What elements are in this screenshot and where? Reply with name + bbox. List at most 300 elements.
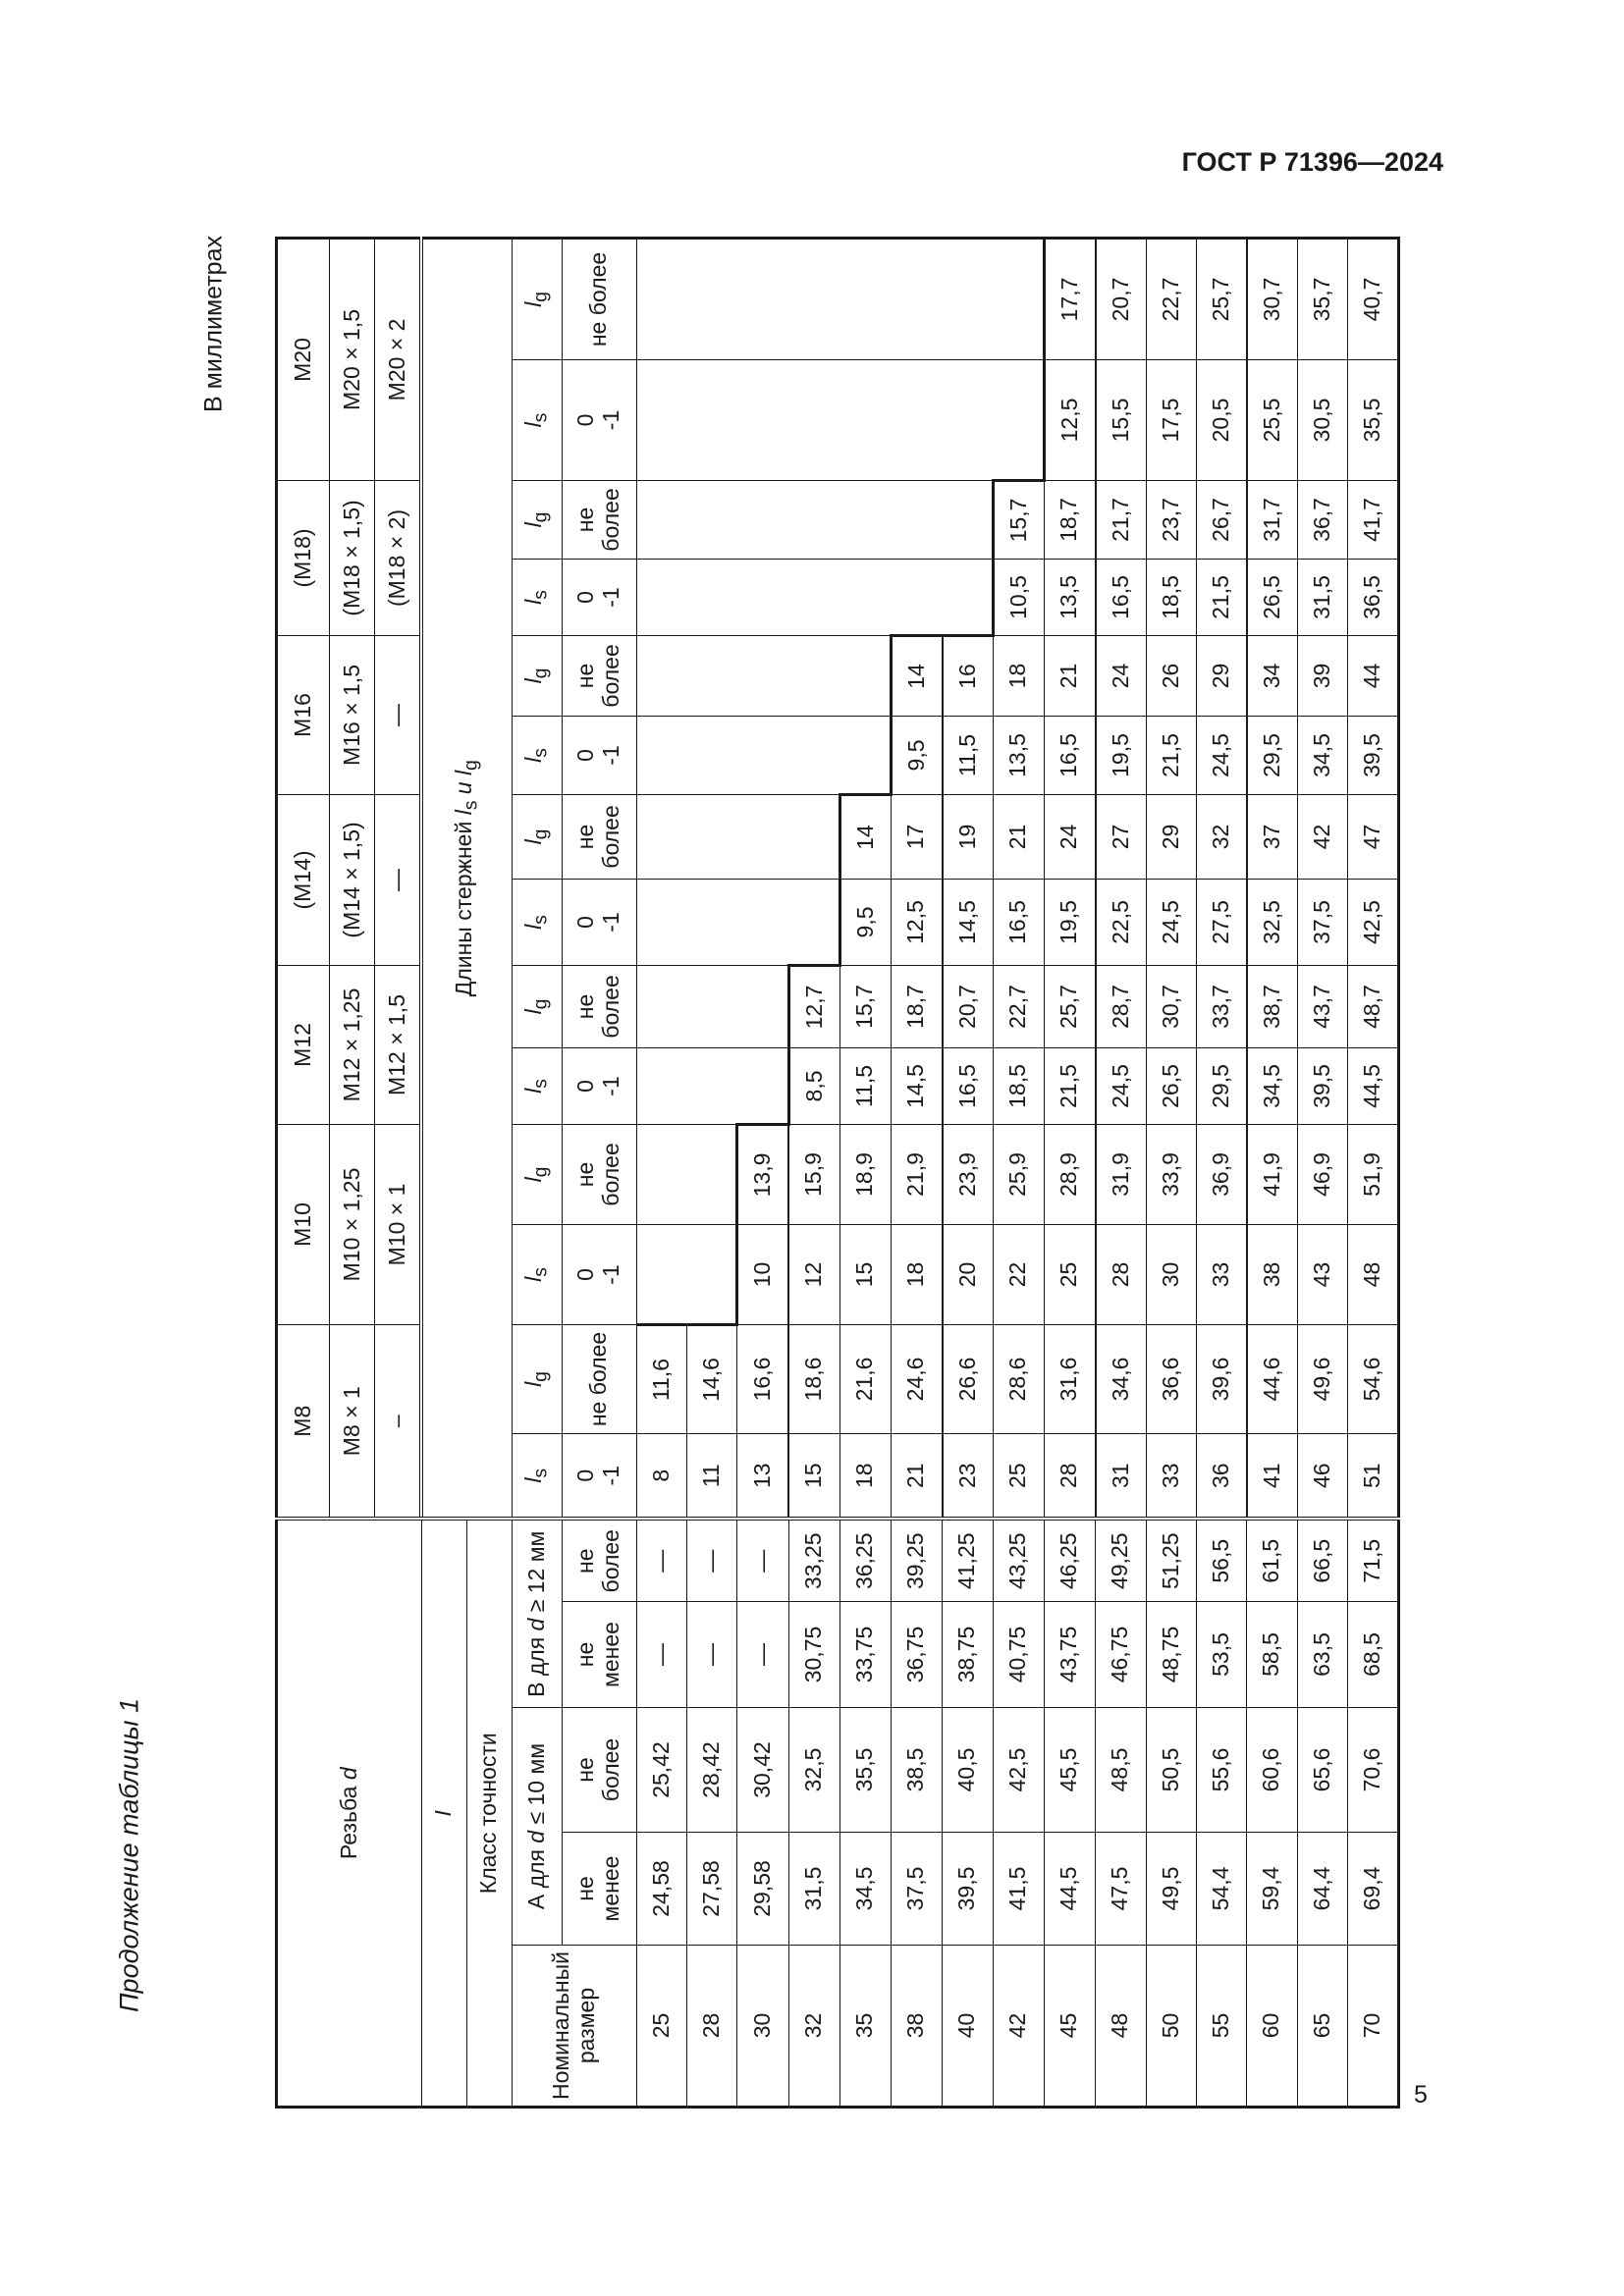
ls-value-cell: 22,5 [1096,879,1147,965]
l-symbol: l [519,1177,546,1183]
nominal-size-cell: 70 [1347,1946,1398,2108]
subscript: s [530,1267,552,1277]
empty-cell [636,1124,686,1224]
tolerance-upper: 0 [572,916,599,929]
empty-cell [943,480,994,559]
ls-value-cell: 15,5 [1096,359,1147,480]
lg-value-cell: 51,9 [1347,1124,1398,1224]
ls-value-cell: 30,5 [1297,359,1347,480]
a-min-header: не менее [562,1833,636,1946]
tolerance-cell: 60,6 [1247,1708,1298,1833]
lg-value-cell: 15,7 [993,480,1044,559]
empty-cell [686,879,737,965]
tolerance-cell: 33,75 [839,1602,891,1708]
empty-cell [636,559,686,635]
tolerance-lower: -1 [598,409,623,431]
table-row [891,238,943,2107]
ls-value-cell: 20 [943,1224,994,1324]
empty-cell [737,480,789,559]
ls-value-cell: 18 [839,1433,891,1519]
tolerance-cell: 39,25 [891,1519,943,1601]
class-b-label: В для [522,1630,549,1697]
tolerance-cell: 31,5 [788,1833,839,1946]
empty-cell [943,359,994,480]
empty-cell [636,965,686,1047]
tolerance-cell: 66,5 [1297,1519,1347,1601]
empty-cell [943,238,994,359]
ls-value-cell: 32,5 [1247,879,1298,965]
tolerance-cell: — [636,1602,686,1708]
lg-symbol-header [512,1124,562,1224]
lg-value-cell: 21,9 [891,1124,943,1224]
tolerance-lower: -1 [598,587,623,608]
thread-fine-pitch-header: – [375,1324,422,1519]
tolerance-cell: — [636,1519,686,1601]
table-row [1347,238,1398,2107]
lg-max-header: не более [562,794,636,879]
subscript: s [530,748,552,758]
lg-value-cell: 25,7 [1044,965,1096,1047]
accuracy-class-header: Класс точности [466,1519,512,2107]
lengths-header [421,238,512,1519]
tolerance-cell: 27,58 [686,1833,737,1946]
tolerance-cell: 41,25 [943,1519,994,1601]
b-max-header: не более [562,1519,636,1601]
lg-value-cell: 46,9 [1297,1124,1347,1224]
l-symbol: l [519,1381,546,1387]
empty-cell [686,480,737,559]
ls-value-cell: 21,5 [1196,559,1247,635]
ls-value-cell: 33 [1196,1224,1247,1324]
ls-value-cell: 23 [943,1433,994,1519]
nominal-size-cell: 38 [891,1946,943,2108]
tolerance-cell: 61,5 [1247,1519,1298,1601]
ls-tolerance-header [562,559,636,635]
lg-value-cell: 36,6 [1146,1324,1196,1433]
nominal-size-cell: 60 [1247,1946,1298,2108]
nominal-size-cell: 40 [943,1946,994,2108]
empty-cell [839,359,891,480]
lg-value-cell: 18,6 [788,1324,839,1433]
lg-value-cell: 17,7 [1044,238,1096,359]
thread-size-header: M12 [277,965,330,1124]
subscript: s [530,590,552,600]
ls-tolerance-header [562,1224,636,1324]
tolerance-cell: 46,25 [1044,1519,1096,1601]
tolerance-cell: 25,42 [636,1708,686,1833]
lg-value-cell: 18,9 [839,1124,891,1224]
empty-cell [686,238,737,359]
ls-value-cell: 17,5 [1146,359,1196,480]
ls-value-cell: 22 [993,1224,1044,1324]
lg-symbol: l [451,770,477,775]
empty-cell [737,965,789,1047]
tolerance-cell: 51,25 [1146,1519,1196,1601]
tolerance-cell: — [686,1602,737,1708]
empty-cell [839,238,891,359]
lg-value-cell: 39 [1297,635,1347,716]
class-a-symbol: d [522,1830,549,1843]
ls-value-cell: 10,5 [993,559,1044,635]
ls-value-cell: 18 [891,1224,943,1324]
table-row [686,238,737,2107]
thread-pitch-header: M16 × 1,5 [330,635,375,794]
tolerance-upper: 0 [572,591,599,604]
tolerance-cell: 32,5 [788,1708,839,1833]
tolerance-upper: 0 [572,1468,599,1482]
ls-subscript: s [460,800,482,811]
ls-tolerance-header [562,359,636,480]
l-symbol: l [519,924,546,930]
empty-cell [737,559,789,635]
tolerance-cell: 39,5 [943,1833,994,1946]
lg-value-cell: 25,7 [1196,238,1247,359]
tolerance-cell: 47,5 [1096,1833,1147,1946]
subscript: g [530,1371,552,1382]
ls-value-cell: 34,5 [1297,716,1347,794]
lg-value-cell: 39,6 [1196,1324,1247,1433]
tolerance-cell: — [686,1519,737,1601]
lg-value-cell: 15,7 [839,965,891,1047]
lg-value-cell: 16 [943,635,994,716]
subscript: g [530,292,552,302]
class-I-header [421,1519,466,2107]
ls-value-cell: 15 [788,1433,839,1519]
subscript: g [530,828,552,840]
lg-value-cell: 27 [1096,794,1147,879]
empty-cell [737,238,789,359]
lg-value-cell: 36,9 [1196,1124,1247,1224]
nominal-size-cell: 48 [1096,1946,1147,2108]
empty-cell [993,238,1044,359]
tolerance-cell: 29,58 [737,1833,789,1946]
subscript: g [530,667,552,679]
tolerance-cell: 24,58 [636,1833,686,1946]
ls-value-cell: 15 [839,1224,891,1324]
lg-value-cell: 44 [1347,635,1398,716]
l-symbol: l [519,839,546,845]
tolerance-cell: 37,5 [891,1833,943,1946]
tolerance-upper: 0 [572,1080,599,1093]
document-code: ГОСТ Р 71396—2024 [1181,147,1443,177]
ls-value-cell: 11,5 [943,716,994,794]
lg-value-cell: 17 [891,794,943,879]
empty-cell [686,1047,737,1124]
lg-max-header: не более [562,1124,636,1224]
l-symbol: l [519,422,546,428]
lg-value-cell: 48,7 [1347,965,1398,1047]
a-max-header: не более [562,1708,636,1833]
empty-cell [788,879,839,965]
ls-value-cell: 9,5 [891,716,943,794]
tolerance-cell: 40,5 [943,1708,994,1833]
empty-cell [636,716,686,794]
thread-size-header: (M14) [277,794,330,965]
lg-value-cell: 30,7 [1146,965,1196,1047]
ls-value-cell: 41 [1247,1433,1298,1519]
lg-value-cell: 12,7 [788,965,839,1047]
ls-value-cell: 14,5 [891,1047,943,1124]
tolerance-cell: 71,5 [1347,1519,1398,1601]
lg-value-cell: 31,6 [1044,1324,1096,1433]
ls-value-cell: 21,5 [1146,716,1196,794]
lg-value-cell: 29 [1196,635,1247,716]
thread-pitch-header: (M14 × 1,5) [330,794,375,965]
table-row [943,238,994,2107]
lg-value-cell: 18,7 [891,965,943,1047]
ls-value-cell: 31 [1096,1433,1147,1519]
ls-value-cell: 11 [686,1433,737,1519]
ls-value-cell: 36,5 [1347,559,1398,635]
empty-cell [737,359,789,480]
lg-value-cell: 32 [1196,794,1247,879]
empty-cell [737,716,789,794]
nominal-size-cell: 45 [1044,1946,1096,2108]
empty-cell [636,359,686,480]
ls-value-cell: 46 [1297,1433,1347,1519]
empty-cell [636,1224,686,1324]
class-b-range: ≥ 12 мм [522,1530,549,1619]
tolerance-upper: 0 [572,413,599,427]
empty-cell [737,635,789,716]
lg-value-cell: 21 [1044,635,1096,716]
tolerance-cell: 59,4 [1247,1833,1298,1946]
ls-value-cell: 31,5 [1297,559,1347,635]
lg-value-cell: 21 [993,794,1044,879]
lg-max-header: не более [562,1324,636,1433]
tolerance-lower: -1 [598,1466,623,1486]
lg-value-cell: 21,7 [1096,480,1147,559]
tolerance-cell: 38,5 [891,1708,943,1833]
thread-size-header: (M18) [277,480,330,635]
class-a-range: ≤ 10 мм [522,1742,549,1831]
ls-value-cell: 51 [1347,1433,1398,1519]
tolerance-cell: 41,5 [993,1833,1044,1946]
lg-value-cell: 37 [1247,794,1298,879]
lg-value-cell: 14,6 [686,1324,737,1433]
ls-value-cell: 24,5 [1196,716,1247,794]
l-symbol: l [519,1477,546,1483]
lg-value-cell: 26,6 [943,1324,994,1433]
nominal-size-cell: 28 [686,1946,737,2108]
lg-value-cell: 30,7 [1247,238,1298,359]
lg-value-cell: 35,7 [1297,238,1347,359]
tolerance-cell: 43,25 [993,1519,1044,1601]
ls-symbol-header [512,1433,562,1519]
thread-fine-pitch-header: (M18 × 2) [375,480,422,635]
lg-value-cell: 19 [943,794,994,879]
ls-value-cell: 29,5 [1247,716,1298,794]
tolerance-cell: 55,6 [1196,1708,1247,1833]
tolerance-cell: 36,25 [839,1519,891,1601]
lg-value-cell: 15,9 [788,1124,839,1224]
lg-value-cell: 20,7 [943,965,994,1047]
lg-value-cell: 44,6 [1247,1324,1298,1433]
tolerance-upper: 0 [572,1268,599,1281]
empty-cell [737,1047,789,1124]
thread-size-header: M8 [277,1324,330,1519]
lg-value-cell: 24 [1044,794,1096,879]
lg-value-cell: 49,6 [1297,1324,1347,1433]
empty-cell [636,1047,686,1124]
ls-value-cell: 48 [1347,1224,1398,1324]
ls-symbol-header [512,559,562,635]
empty-cell [891,559,943,635]
tolerance-cell: 64,4 [1297,1833,1347,1946]
lg-max-header: не более [562,635,636,716]
nominal-size-cell: 65 [1297,1946,1347,2108]
nominal-size-cell: 30 [737,1946,789,2108]
class-b-header [512,1519,562,1707]
subscript: g [530,511,552,523]
lg-value-cell: 11,6 [636,1324,686,1433]
subscript: g [530,998,552,1010]
ls-value-cell: 19,5 [1096,716,1147,794]
lg-max-header: не более [562,480,636,559]
ls-value-cell: 26,5 [1146,1047,1196,1124]
empty-cell [686,559,737,635]
ls-value-cell: 27,5 [1196,879,1247,965]
ls-value-cell: 30 [1146,1224,1196,1324]
empty-cell [686,794,737,879]
nominal-size-cell: 55 [1196,1946,1247,2108]
lg-value-cell: 28,7 [1096,965,1147,1047]
ls-value-cell: 42,5 [1347,879,1398,965]
lg-symbol-header [512,965,562,1047]
thread-pitch-header: (M18 × 1,5) [330,480,375,635]
rotated-table-wrapper [275,240,1384,2109]
lg-value-cell: 31,9 [1096,1124,1147,1224]
lg-symbol-header [512,635,562,716]
table-row [1096,238,1147,2107]
thread-label: Резьба [335,1780,361,1860]
empty-cell [839,716,891,794]
lg-value-cell: 28,9 [1044,1124,1096,1224]
empty-cell [993,359,1044,480]
thread-fine-pitch-header: M20 × 2 [375,238,422,480]
thread-fine-pitch-header: M12 × 1,5 [375,965,422,1124]
ls-symbol: l [451,810,477,816]
nominal-size-cell: 42 [993,1946,1044,2108]
lg-value-cell: 31,7 [1247,480,1298,559]
ls-value-cell: 14,5 [943,879,994,965]
ls-value-cell: 16,5 [943,1047,994,1124]
empty-cell [636,635,686,716]
ls-value-cell: 29,5 [1196,1047,1247,1124]
ls-tolerance-header [562,1433,636,1519]
ls-value-cell: 16,5 [993,879,1044,965]
tolerance-cell: 43,75 [1044,1602,1096,1708]
lg-value-cell: 26 [1146,635,1196,716]
empty-cell [686,635,737,716]
table-row [993,238,1044,2107]
table-row [788,238,839,2107]
tolerance-cell: 50,5 [1146,1708,1196,1833]
thread-header [277,1519,422,2107]
ls-tolerance-header [562,716,636,794]
bolt-length-table [275,237,1400,2109]
nominal-size-cell: 50 [1146,1946,1196,2108]
page-number: 5 [1414,2081,1428,2109]
empty-cell [686,1224,737,1324]
tolerance-lower: -1 [598,1264,623,1285]
lg-value-cell: 38,7 [1247,965,1298,1047]
ls-value-cell: 8,5 [788,1047,839,1124]
lg-value-cell: 41,9 [1247,1124,1298,1224]
l-symbol: l [519,599,546,605]
lg-value-cell: 13,9 [737,1124,789,1224]
thread-pitch-header: M10 × 1,25 [330,1124,375,1324]
class-b-symbol: d [522,1618,549,1631]
table-row [636,238,686,2107]
empty-cell [636,238,686,359]
lg-value-cell: 21,6 [839,1324,891,1433]
lg-symbol-header [512,480,562,559]
l-symbol: l [519,1009,546,1015]
empty-cell [737,794,789,879]
lg-value-cell: 34,6 [1096,1324,1147,1433]
lg-value-cell: 33,7 [1196,965,1247,1047]
lg-value-cell: 34 [1247,635,1298,716]
ls-value-cell: 28 [1096,1224,1147,1324]
tolerance-cell: 30,42 [737,1708,789,1833]
lg-symbol-header [512,238,562,359]
ls-value-cell: 39,5 [1297,1047,1347,1124]
subscript: s [530,915,552,925]
empty-cell [788,716,839,794]
ls-value-cell: 21 [891,1433,943,1519]
tolerance-cell: 48,5 [1096,1708,1147,1833]
tolerance-upper: 0 [572,749,599,762]
ls-value-cell: 24,5 [1146,879,1196,965]
nominal-size-cell: 35 [839,1946,891,2108]
ls-value-cell: 43 [1297,1224,1347,1324]
ls-value-cell: 18,5 [1146,559,1196,635]
table-row [1247,238,1298,2107]
lg-value-cell: 24 [1096,635,1147,716]
ls-value-cell: 25,5 [1247,359,1298,480]
lg-value-cell: 18 [993,635,1044,716]
nominal-size-header: Номинальный размер [512,1946,636,2108]
lg-value-cell: 54,6 [1347,1324,1398,1433]
lg-value-cell: 43,7 [1297,965,1347,1047]
lg-value-cell: 33,9 [1146,1124,1196,1224]
tolerance-cell: 65,6 [1297,1708,1347,1833]
ls-value-cell: 26,5 [1247,559,1298,635]
thread-size-header: M16 [277,635,330,794]
ls-symbol-header [512,716,562,794]
lengths-label: Длины стержней [451,815,477,997]
empty-cell [891,238,943,359]
table-row [1146,238,1196,2107]
tolerance-cell: 36,75 [891,1602,943,1708]
ls-value-cell: 21,5 [1044,1047,1096,1124]
lg-symbol-header [512,794,562,879]
ls-value-cell: 12,5 [891,879,943,965]
table-row [1044,238,1096,2107]
l-symbol: l [519,1088,546,1094]
ls-value-cell: 12,5 [1044,359,1096,480]
ls-value-cell: 19,5 [1044,879,1096,965]
ls-value-cell: 35,5 [1347,359,1398,480]
ls-value-cell: 25 [993,1433,1044,1519]
l-symbol: l [519,678,546,684]
empty-cell [636,794,686,879]
tolerance-cell: 70,6 [1347,1708,1398,1833]
ls-symbol-header [512,359,562,480]
lg-value-cell: 23,9 [943,1124,994,1224]
table-row [1297,238,1347,2107]
